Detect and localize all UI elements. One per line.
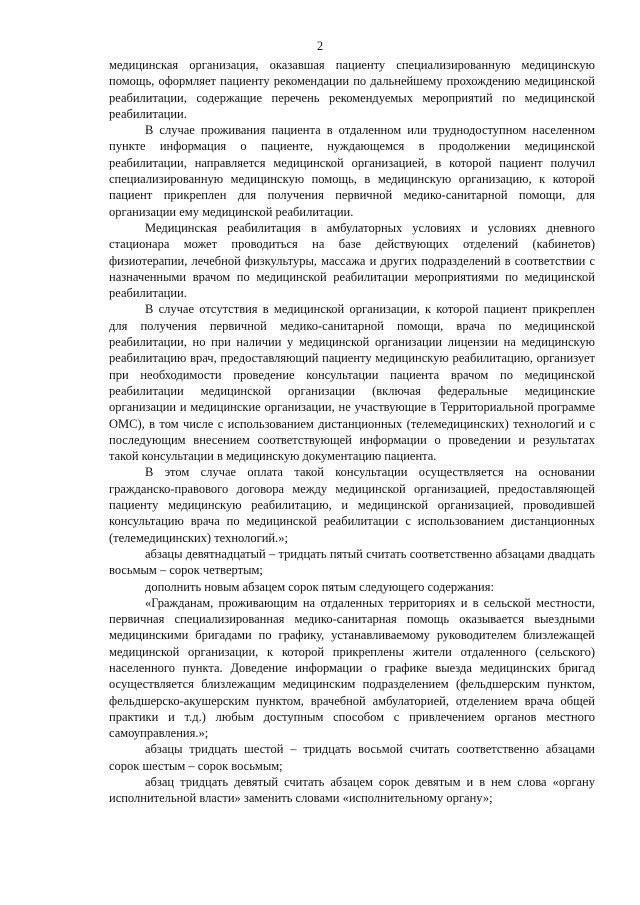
paragraph: В этом случае оплата такой консультации осуществляется на основании гражданско-правового договора между медицинской организацией, предоставляющей пациенту медицинскую реабилитацию, и медицинской организацией, проводившей консультацию врача по медицинской реабилитации с использованием дистанционных (телемедицинских) технологий.»;: [109, 465, 595, 545]
paragraph: абзацы тридцать шестой – тридцать восьмой считать соответственно абзацами сорок шестым – сорок восьмым;: [109, 742, 595, 773]
paragraph: дополнить новым абзацем сорок пятым следующего содержания:: [145, 579, 494, 594]
paragraph: медицинская организация, оказавшая пациенту специализированную медицинскую помощь, оформляет пациенту рекомендации по дальнейшему прохождению медицинской реабилитации, содержащие перечень рекомендуемых мероприятий по медицинской реабилитации.: [109, 58, 595, 121]
paragraph: «Гражданам, проживающим на отдаленных территориях и в сельской местности, первичная специализированная медико-санитарная помощь оказывается выездными медицинскими бригадами по графику, устанавливаемому руководителем близлежащей медицинской организации, к которой прикреплены жители отдаленного (сельского) населенного пункта. Доведение информации о графике выезда медицинских бригад осуществляется близлежащим медицинским подразделением (фельдшерским пунктом, фельдшерско-акушерским пунктом, врачебной амбулаторией, отделением врача общей практики и т.д.) любым доступным способом с привлечением органов местного самоуправления.»;: [109, 595, 595, 741]
paragraph: абзац тридцать девятый считать абзацем сорок девятым и в нем слова «органу исполнительной власти» заменить словами «исполнительному органу»;: [109, 775, 595, 806]
document-body: [109, 57, 595, 807]
page-number: 2: [316, 39, 324, 53]
paragraph: Медицинская реабилитация в амбулаторных условиях и условиях дневного стационара может проводиться на базе действующих отделений (кабинетов) физиотерапии, лечебной физкультуры, массажа и других подразделений в соответствии с назначенными врачом по медицинской реабилитации мероприятиями по медицинской реабилитации.: [109, 220, 595, 301]
paragraph: абзацы девятнадцатый – тридцать пятый считать соответственно абзацами двадцать восьмым – сорок четвертым;: [109, 546, 595, 578]
paragraph: В случае отсутствия в медицинской организации, к которой пациент прикреплен для получения первичной медико-санитарной помощи, врача по медицинской реабилитации, но при наличии у медицинской организации лицензии на медицинскую реабилитацию врач, предоставляющий пациенту медицинскую реабилитацию, организует при необходимости проведение консультации пациента врачом по медицинской реабилитации медицинской организации (включая федеральные медицинские организации и медицинские организации, не участвующие в Территориальной программе ОМС), в том числе с использованием дистанционных (телемедицинских) технологий и с последующим внесением соответствующей информации о проведении и результатах такой консультации в медицинскую документацию пациента.: [109, 302, 595, 464]
paragraph: В случае проживания пациента в отдаленном или труднодоступном населенном пункте информация о пациенте, нуждающемся в продолжении медицинской реабилитации, направляется медицинской организацией, в которой пациент получил специализированную медицинскую помощь, в медицинскую организацию, к которой пациент прикреплен для получения первичной медико-санитарной помощи, для организации ему медицинской реабилитации.: [109, 123, 595, 219]
